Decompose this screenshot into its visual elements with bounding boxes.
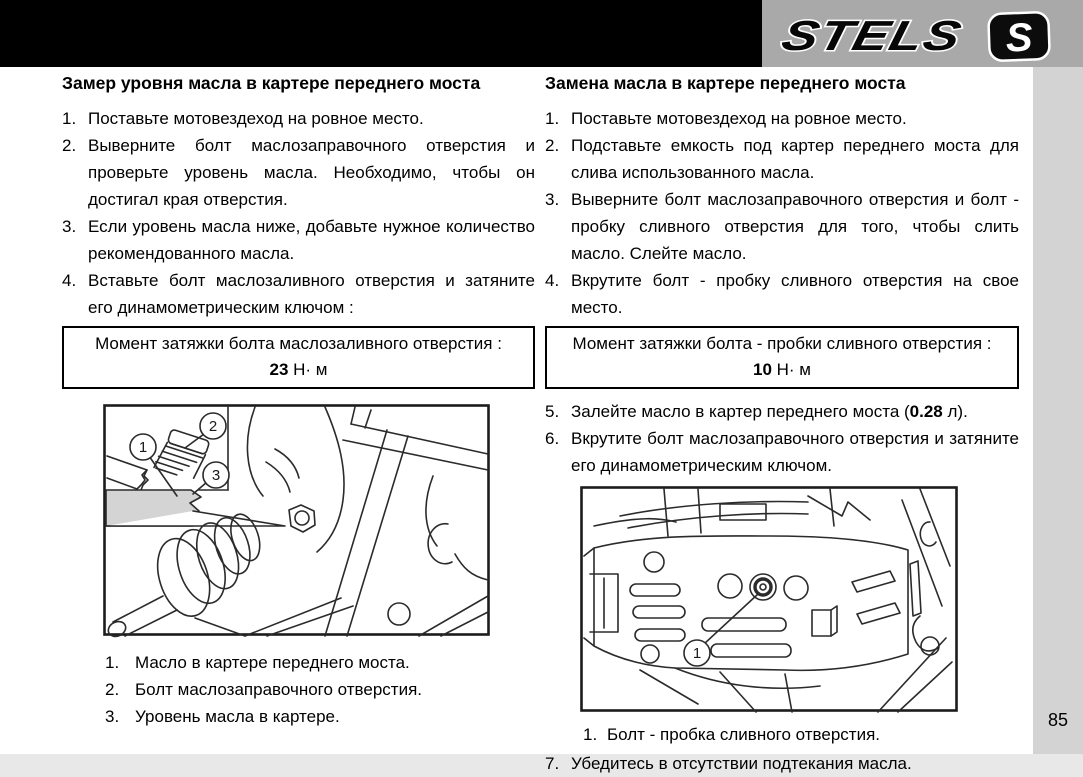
oil-volume-value: 0.28 [909, 402, 943, 421]
figure-front-axle-oil-level [103, 404, 490, 636]
step-item [545, 398, 1019, 425]
caption-item: 1. Болт - пробка сливного отверстия. [583, 725, 881, 744]
step-text: Вставьте болт маслозаливного отверстия и затяните его динамометрическим ключом : [88, 271, 535, 317]
torque-value: 23 [269, 360, 289, 379]
step-number: 3. [545, 190, 560, 209]
step-number: 4. [62, 271, 77, 290]
steps-list [62, 105, 535, 321]
step-text: Поставьте мотовездеход на ровное место. [88, 109, 424, 128]
step-text: Поставьте мотовездеход на ровное место. [571, 109, 907, 128]
torque-unit: Н· м [293, 360, 328, 379]
section-heading: Замена масла в картере переднего моста [545, 73, 906, 93]
step-item [62, 213, 535, 267]
section-oil-level-check [62, 72, 535, 730]
svg-text:1: 1 [138, 439, 148, 456]
step-number: 3. [62, 217, 77, 236]
section-heading: Замер уровня масла в картере переднего моста [62, 73, 481, 93]
step-item [545, 186, 1019, 267]
step-text: Если уровень масла ниже, добавьте нужное количество рекомендованного масла. [88, 217, 535, 263]
step-text: Выверните болт маслозаправочного отверстия и болт - пробку сливного отверстия для того, чтобы слить масло. Слейте масло. [571, 190, 1019, 263]
stels-s-badge-icon [988, 12, 1050, 61]
steps-list [545, 105, 1019, 321]
step-number: 4. [545, 271, 560, 290]
step-number: 2. [62, 136, 77, 155]
svg-text:S: S [1004, 15, 1034, 61]
final-step [545, 750, 1019, 777]
step-number: 7. [545, 754, 560, 773]
step-text: Убедитесь в отсутствии подтекания масла. [571, 754, 912, 773]
torque-value: 10 [752, 360, 772, 379]
callout-2-badge [200, 413, 226, 439]
torque-note-box [62, 326, 535, 389]
callout-1-badge [130, 434, 156, 460]
logo-panel [762, 0, 1083, 67]
caption-item: 2. Болт маслозаправочного отверстия. [105, 680, 422, 699]
figure-caption-list [583, 721, 1019, 748]
callout-3-badge [203, 462, 229, 488]
step-number: 1. [545, 109, 560, 128]
caption-item: 1. Масло в картере переднего моста. [105, 653, 410, 672]
step-item [62, 267, 535, 321]
step-item [62, 132, 535, 213]
step-item [545, 105, 1019, 132]
torque-label: Момент затяжки болта маслозаливного отверстия : [95, 334, 502, 353]
page-number: 85 [1047, 710, 1069, 730]
section-oil-change [545, 72, 1019, 777]
figure-skid-plate-drain-plug [580, 486, 958, 712]
step-item [545, 132, 1019, 186]
step-text: Вкрутите болт - пробку сливного отверстия на свое место. [571, 271, 1019, 317]
steps-list-after-note [545, 398, 1019, 479]
step-item [62, 105, 535, 132]
caption-item: 3. Уровень масла в картере. [105, 707, 340, 726]
stels-logo [762, 0, 1083, 67]
step-number: 6. [545, 429, 560, 448]
callout-1-badge [684, 640, 710, 666]
step-item [545, 750, 1019, 777]
step-number: 1. [62, 109, 77, 128]
sidebar-strip [1033, 67, 1083, 754]
step-number: 5. [545, 402, 560, 421]
torque-value-line [68, 357, 529, 383]
step-text: Залейте масло в картер переднего моста (0.28 л). [571, 402, 968, 421]
step-text: Подставьте емкость под картер переднего моста для слива использованного масла. [571, 136, 1019, 182]
step-item [545, 267, 1019, 321]
step-item [545, 425, 1019, 479]
stels-wordmark: STELS [777, 12, 930, 60]
step-text: Выверните болт маслозаправочного отверстия и проверьте уровень масла. Необходимо, чтобы он достигал края отверстия. [88, 136, 535, 209]
step-text: Вкрутите болт маслозаправочного отверстия и затяните его динамометрическим ключом. [571, 429, 1019, 475]
torque-label: Момент затяжки болта - пробки сливного отверстия : [572, 334, 992, 353]
svg-text:1: 1 [692, 645, 702, 662]
header-bar [0, 0, 762, 67]
torque-unit: Н· м [776, 360, 811, 379]
step-number: 2. [545, 136, 560, 155]
svg-text:2: 2 [208, 418, 218, 435]
torque-note-box [545, 326, 1019, 389]
torque-value-line [551, 357, 1013, 383]
svg-text:3: 3 [211, 467, 221, 484]
figure-caption-list [105, 649, 535, 730]
